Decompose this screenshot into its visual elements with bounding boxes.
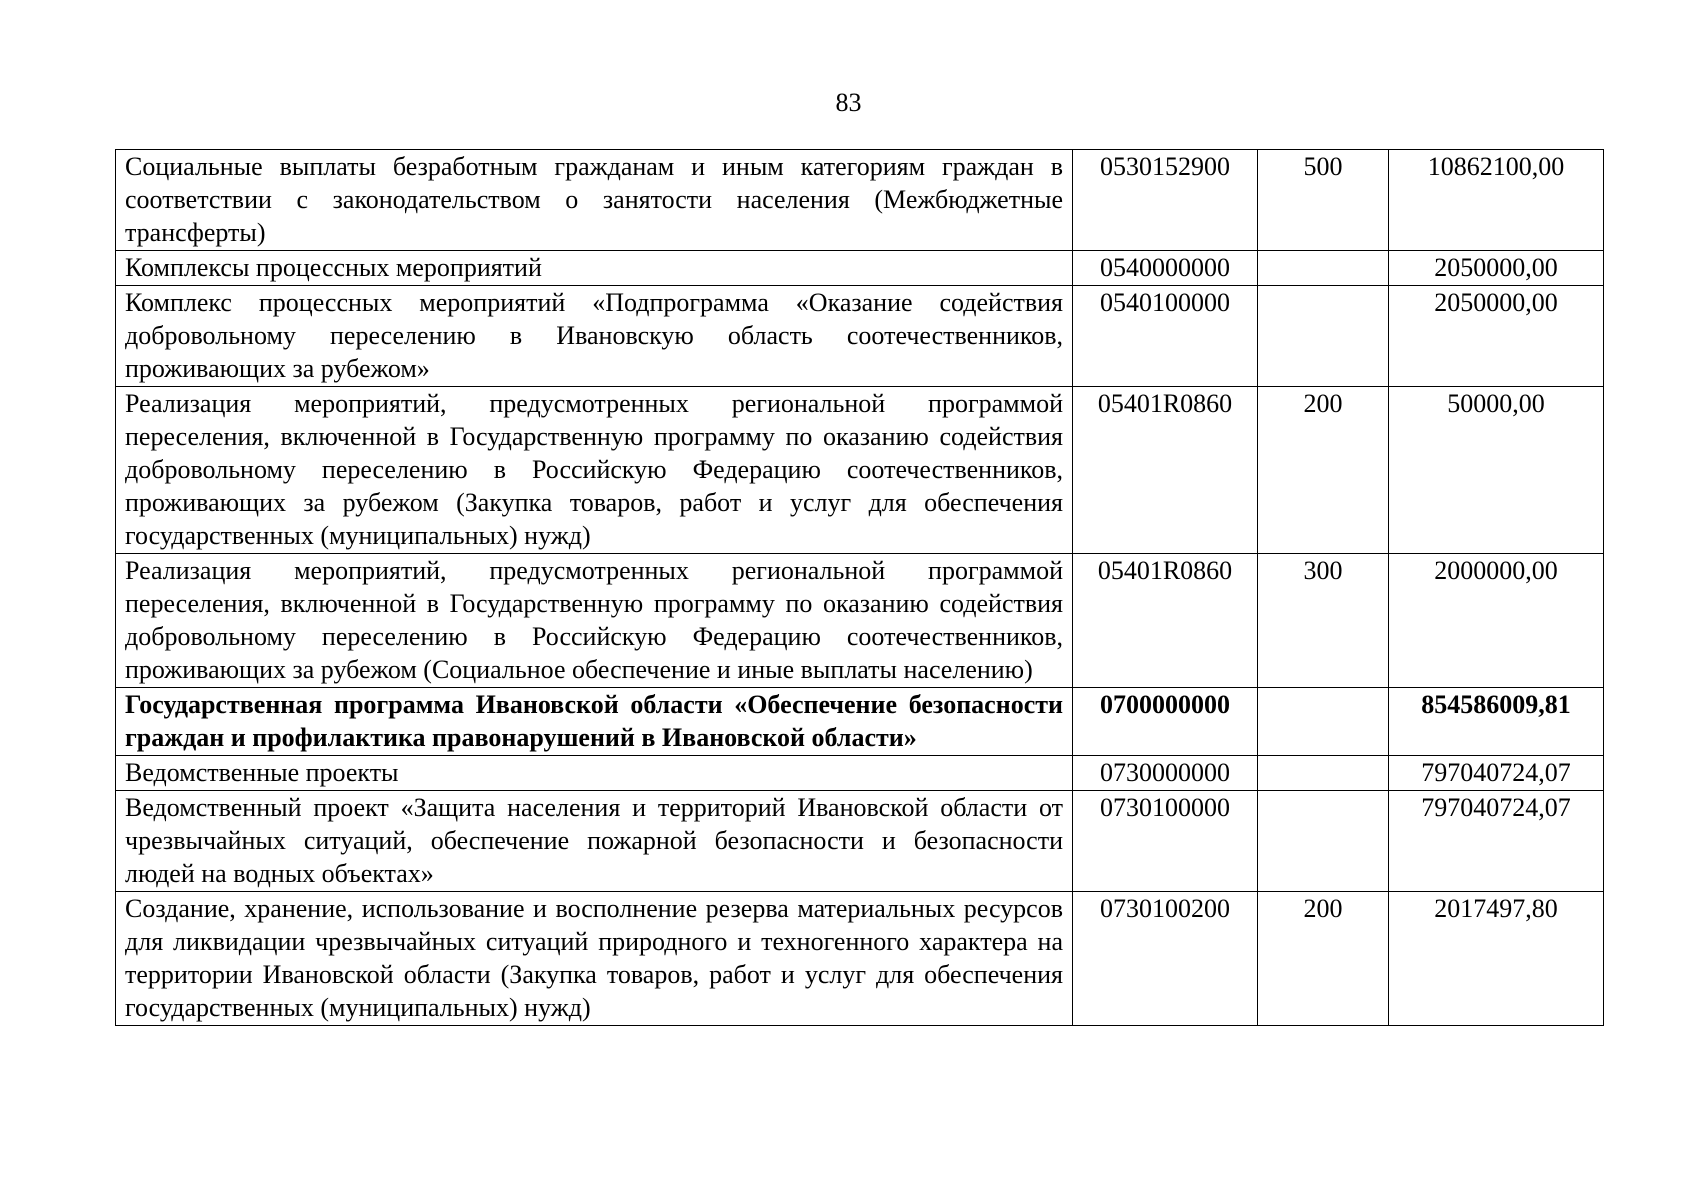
row-name: Комплекс процессных мероприятий «Подпрограмма «Оказание содействия добровольному переселению в Ивановскую область соотечественников, проживающих за рубежом» xyxy=(116,286,1073,387)
row-code: 05401R0860 xyxy=(1073,554,1258,688)
row-code: 0730000000 xyxy=(1073,756,1258,791)
table-row xyxy=(116,150,1604,251)
row-code: 0730100000 xyxy=(1073,791,1258,892)
table-row xyxy=(116,688,1604,756)
table-row xyxy=(116,892,1604,1026)
row-sum: 2017497,80 xyxy=(1389,892,1604,1026)
row-name: Создание, хранение, использование и восполнение резерва материальных ресурсов для ликвидации чрезвычайных ситуаций природного и техногенного характера на территории Ивановской области (Закупка товаров, работ и услуг для обеспечения государственных (муниципальных) нужд) xyxy=(116,892,1073,1026)
page-number: 83 xyxy=(835,88,862,117)
row-name: Социальные выплаты безработным гражданам и иным категориям граждан в соответствии с законодательством о занятости населения (Межбюджетные трансферты) xyxy=(116,150,1073,251)
row-code: 0540100000 xyxy=(1073,286,1258,387)
row-expense-type xyxy=(1258,251,1389,286)
row-expense-type: 500 xyxy=(1258,150,1389,251)
row-sum: 797040724,07 xyxy=(1389,756,1604,791)
row-name: Реализация мероприятий, предусмотренных региональной программой переселения, включенной в Государственную программу по оказанию содействия добровольному переселению в Российскую Федерацию соотечественников, проживающих за рубежом (Закупка товаров, работ и услуг для обеспечения государственных (муниципальных) нужд) xyxy=(116,387,1073,554)
table-row xyxy=(116,554,1604,688)
row-expense-type: 200 xyxy=(1258,892,1389,1026)
row-sum: 2000000,00 xyxy=(1389,554,1604,688)
row-code: 05401R0860 xyxy=(1073,387,1258,554)
row-expense-type xyxy=(1258,791,1389,892)
table-row xyxy=(116,791,1604,892)
row-code: 0730100200 xyxy=(1073,892,1258,1026)
table-row xyxy=(116,756,1604,791)
row-expense-type xyxy=(1258,286,1389,387)
row-name: Комплексы процессных мероприятий xyxy=(116,251,1073,286)
row-expense-type: 300 xyxy=(1258,554,1389,688)
row-sum: 2050000,00 xyxy=(1389,286,1604,387)
row-expense-type xyxy=(1258,688,1389,756)
table-row xyxy=(116,387,1604,554)
row-code: 0530152900 xyxy=(1073,150,1258,251)
table-row xyxy=(116,251,1604,286)
row-name: Государственная программа Ивановской области «Обеспечение безопасности граждан и профилактика правонарушений в Ивановской области» xyxy=(116,688,1073,756)
row-sum: 10862100,00 xyxy=(1389,150,1604,251)
row-sum: 2050000,00 xyxy=(1389,251,1604,286)
row-sum: 797040724,07 xyxy=(1389,791,1604,892)
row-code: 0540000000 xyxy=(1073,251,1258,286)
row-name: Ведомственный проект «Защита населения и территорий Ивановской области от чрезвычайных ситуаций, обеспечение пожарной безопасности и безопасности людей на водных объектах» xyxy=(116,791,1073,892)
row-name: Ведомственные проекты xyxy=(116,756,1073,791)
budget-table xyxy=(115,149,1604,1026)
table-row xyxy=(116,286,1604,387)
row-code: 0700000000 xyxy=(1073,688,1258,756)
row-expense-type xyxy=(1258,756,1389,791)
row-sum: 854586009,81 xyxy=(1389,688,1604,756)
row-expense-type: 200 xyxy=(1258,387,1389,554)
row-sum: 50000,00 xyxy=(1389,387,1604,554)
row-name: Реализация мероприятий, предусмотренных региональной программой переселения, включенной в Государственную программу по оказанию содействия добровольному переселению в Российскую Федерацию соотечественников, проживающих за рубежом (Социальное обеспечение и иные выплаты населению) xyxy=(116,554,1073,688)
